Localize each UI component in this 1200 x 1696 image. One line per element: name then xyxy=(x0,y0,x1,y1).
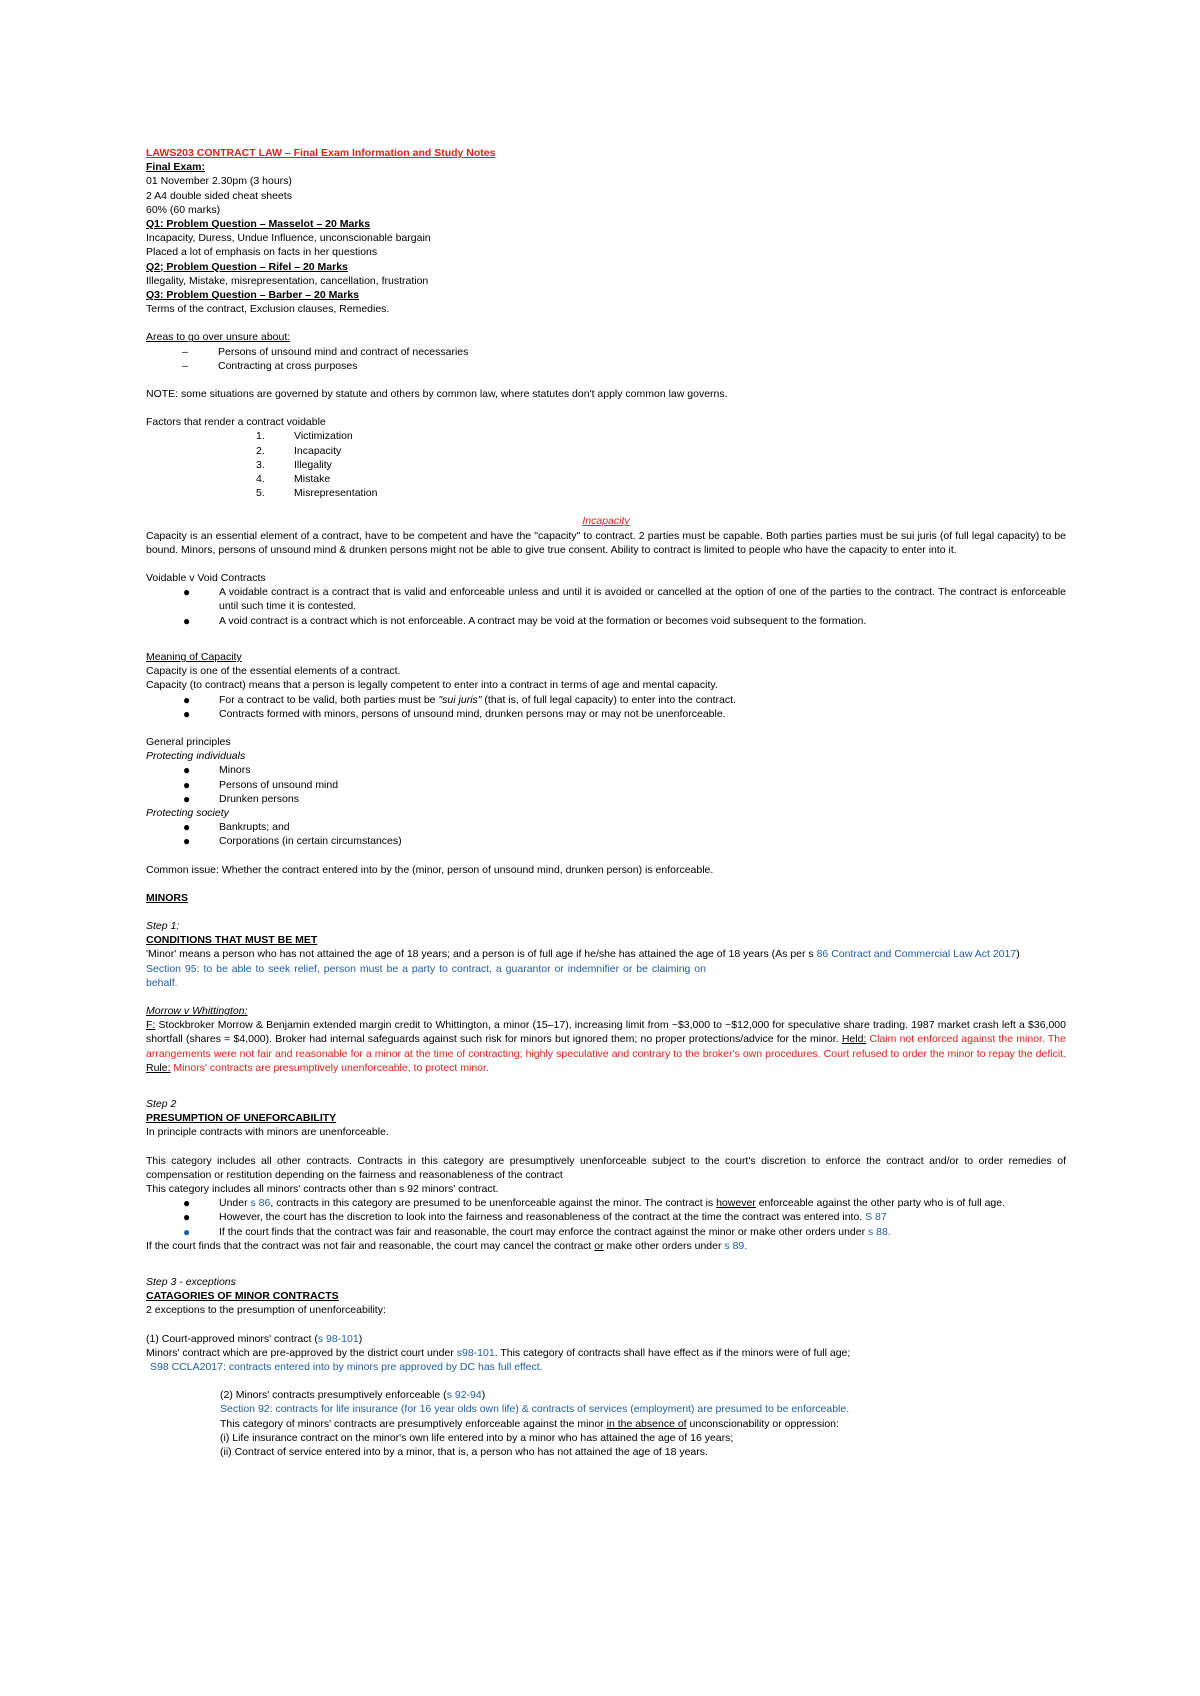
step-label: Step 3 - exceptions xyxy=(146,1276,236,1288)
step2-paragraph: This category includes all other contracts. Contracts in this category are presumptively unenforceable subject to the court's discretion to enforce the contract and/or to order remedies of compensation or restitution depending on the fairness and reasonableness of the contract xyxy=(146,1154,1066,1181)
voidable-bullet xyxy=(146,585,1066,613)
areas-item: – Persons of unsound mind and contract of necessaries xyxy=(146,345,1066,359)
factors-heading: Factors that render a contract voidable xyxy=(146,416,326,429)
q3-heading: Q3: Problem Question – Barber – 20 Marks xyxy=(146,289,359,302)
category-title: ) xyxy=(481,1389,486,1402)
note-text: NOTE: some situations are governed by statute and others by common law, where statutes don't apply common law governs. xyxy=(146,388,728,401)
line-text: unconscionability or oppression: xyxy=(686,1417,839,1430)
bullet-dot-icon: ● xyxy=(183,834,191,849)
general-item xyxy=(146,763,1066,777)
emphasis-text: in the absence of xyxy=(606,1417,687,1430)
statute-reference: s 92-94 xyxy=(446,1389,482,1402)
line-text: . This category of contracts shall have effect as if the minors were of full age; xyxy=(494,1346,851,1359)
general-subheading: Protecting society xyxy=(146,806,229,819)
general-item xyxy=(146,778,1066,792)
meaning-line: Capacity is one of the essential elements of a contract. xyxy=(146,665,401,678)
bullet-text: If the court finds that the contract was fair and reasonable, the court may enforce the contract against the minor or make other orders under xyxy=(219,1225,869,1238)
category-2-item: (ii) Contract of service entered into by a minor, that is, a person who has not attained the age of 18 years. xyxy=(220,1446,708,1459)
case-summary xyxy=(146,1018,1066,1075)
meaning-bullet xyxy=(146,707,1066,721)
step2-line xyxy=(146,1239,1066,1253)
held-text: Claim not enforced against the minor. The arrangements were not fair and reasonable for a minor at the time of contracting; highly speculative and contrary to the broker's own procedures. Court refused to order the minor to repay the deficit. xyxy=(146,1033,1066,1060)
factor-label: Misrepresentation xyxy=(294,487,378,500)
emphasis-text: or xyxy=(594,1239,604,1252)
bullet-text: Corporations (in certain circumstances) xyxy=(219,835,402,848)
step2-line: This category includes all minors' contracts other than s 92 minors' contract. xyxy=(146,1182,499,1195)
bullet-text: Bankrupts; and xyxy=(219,821,290,834)
step2-bullet xyxy=(146,1225,1066,1239)
step2-bullet xyxy=(146,1196,1066,1210)
category-2-line xyxy=(146,1417,1066,1431)
incapacity-paragraph: Capacity is an essential element of a contract, have to be competent and have the "capacity" to contract. 2 parties must be capable. Both parties parties must be sui juris (of full legal capacity) to be bound. Minors, persons of unsound mind & drunken persons might not be able to give true consent. Ability to contract is limited to people who have the capacity to enter into it. xyxy=(146,529,1066,556)
factor-number: 2. xyxy=(256,444,265,457)
categories-heading: CATAGORIES OF MINOR CONTRACTS xyxy=(146,1290,339,1303)
rule-text: Minors' contracts are presumptively unenforceable, to protect minor. xyxy=(170,1061,489,1074)
factor-number: 5. xyxy=(256,487,265,500)
facts-label: F: xyxy=(146,1019,156,1032)
incapacity-heading: Incapacity xyxy=(582,515,630,528)
category-title: (2) Minors' contracts presumptively enforceable ( xyxy=(220,1389,447,1402)
bullet-text: A void contract is a contract which is not enforceable. A contract may be void at the formation or becomes void subsequent to the formation. xyxy=(219,614,867,627)
q2-topics: Illegality, Mistake, misrepresentation, cancellation, frustration xyxy=(146,274,429,287)
factor-number: 4. xyxy=(256,473,265,486)
step3-line: 2 exceptions to the presumption of unenforceability: xyxy=(146,1304,386,1317)
exam-heading: Final Exam: xyxy=(146,161,205,174)
exam-line: 60% (60 marks) xyxy=(146,203,221,216)
factor-item xyxy=(146,444,1066,458)
statute-reference: s 98-101 xyxy=(317,1332,359,1345)
category-1-line xyxy=(146,1346,1066,1360)
bullet-text: However, the court has the discretion to look into the fairness and reasonableness of the contract at the time the contract was entered into. xyxy=(219,1211,866,1224)
minors-heading: MINORS xyxy=(146,891,188,904)
areas-item: – Contracting at cross purposes xyxy=(146,359,1066,373)
category-1-heading xyxy=(146,1332,1066,1346)
category-title: ) xyxy=(358,1332,363,1345)
statute-reference: s 88. xyxy=(868,1225,891,1238)
presumption-heading: PRESUMPTION OF UNEFORCABILITY xyxy=(146,1112,337,1125)
factor-label: Illegality xyxy=(294,458,332,471)
held-label: Held: xyxy=(841,1033,867,1046)
q1-heading: Q1: Problem Question – Masselot – 20 Marks xyxy=(146,218,371,231)
bullet-dot-icon: ● xyxy=(183,777,191,792)
statute-reference: 86 Contract and Commercial Law Act 2017 xyxy=(816,948,1017,961)
factor-item xyxy=(146,472,1066,486)
document-page xyxy=(146,146,1066,1459)
section-95-note: Section 95: to be able to seek relief, person must be a party to contract, a guarantor or indemnifier or be claiming on behalf. xyxy=(146,962,706,989)
bullet-dot-icon: ● xyxy=(183,585,191,600)
rule-label: Rule: xyxy=(146,1061,171,1074)
bullet-text: , contracts in this category are presumed to be unenforceable against the minor. The contract is xyxy=(270,1197,717,1210)
document-title: LAWS203 CONTRACT LAW – Final Exam Information and Study Notes xyxy=(146,147,496,159)
bullet-text: Persons of unsound mind xyxy=(219,778,339,791)
q3-topics: Terms of the contract, Exclusion clauses, Remedies. xyxy=(146,303,390,316)
general-item xyxy=(146,792,1066,806)
exam-line: 01 November 2.30pm (3 hours) xyxy=(146,175,292,188)
bullet-dot-icon: ● xyxy=(183,820,191,835)
factor-item xyxy=(146,429,1066,443)
bullet-dot-icon: ● xyxy=(183,1224,191,1239)
bullet-text: Minors xyxy=(219,764,251,777)
common-issue: Common issue: Whether the contract entered into by the (minor, person of unsound mind, drunken person) is enforceable. xyxy=(146,863,714,876)
factor-label: Victimization xyxy=(294,430,353,443)
factor-number: 1. xyxy=(256,430,265,443)
line-text: This category of minors' contracts are presumptively enforceable against the minor xyxy=(220,1417,607,1430)
facts-text: Stockbroker Morrow & Benjamin extended margin credit to Whittington, a minor (15–17), increasing limit from ~$3,000 to ~$12,000 for speculative share trading. 1987 market crash left a $36,000 shortfall (shares = $4,000). Broker had internal safeguards against such risk for minors but ignored them; no proper protections/advice for the minor. xyxy=(146,1019,1066,1046)
line-text: make other orders under xyxy=(603,1239,725,1252)
statute-reference: S 87 xyxy=(865,1211,887,1224)
bullet-text: (that is, of full legal capacity) to enter into the contract. xyxy=(481,693,736,706)
category-2-item: (i) Life insurance contract on the minor's own life entered into by a minor who has attained the age of 16 years; xyxy=(220,1431,734,1444)
q1-note: Placed a lot of emphasis on facts in her questions xyxy=(146,246,378,259)
factor-label: Mistake xyxy=(294,473,331,486)
emphasis-text: however xyxy=(716,1197,756,1210)
statute-reference: s 86 xyxy=(250,1197,271,1210)
step2-bullet xyxy=(146,1210,1066,1224)
bullet-text: enforceable against the other party who is of full age. xyxy=(755,1197,1006,1210)
definition-text: 'Minor' means a person who has not attained the age of 18 years; and a person is of full age if he/she has attained the age of 18 years (As per s xyxy=(146,948,817,961)
factor-label: Incapacity xyxy=(294,444,342,457)
general-subheading: Protecting individuals xyxy=(146,750,246,763)
factor-number: 3. xyxy=(256,458,265,471)
bullet-text: For a contract to be valid, both parties must be xyxy=(219,693,439,706)
factor-item xyxy=(146,486,1066,500)
category-2-heading xyxy=(146,1388,1066,1402)
bullet-text: Drunken persons xyxy=(219,792,299,805)
minor-definition xyxy=(146,947,1066,961)
line-text: If the court finds that the contract was not fair and reasonable, the court may cancel the contract xyxy=(146,1239,595,1252)
areas-heading: Areas to go over unsure about: xyxy=(146,331,291,344)
q1-topics: Incapacity, Duress, Undue Influence, unconscionable bargain xyxy=(146,232,431,245)
bullet-dot-icon: ● xyxy=(183,763,191,778)
general-item xyxy=(146,820,1066,834)
conditions-heading: CONDITIONS THAT MUST BE MET xyxy=(146,934,318,947)
voidable-heading: Voidable v Void Contracts xyxy=(146,572,266,585)
meaning-heading: Meaning of Capacity xyxy=(146,650,242,663)
factor-item xyxy=(146,458,1066,472)
step-label: Step 1: xyxy=(146,919,180,932)
exam-line: 2 A4 double sided cheat sheets xyxy=(146,189,292,202)
general-item xyxy=(146,834,1066,848)
category-1-note: S98 CCLA2017: contracts entered into by minors pre approved by DC has full effect. xyxy=(150,1361,543,1374)
bullet-dot-icon: ● xyxy=(183,613,191,628)
category-title: (1) Court-approved minors' contract ( xyxy=(146,1332,318,1345)
bullet-dot-icon: ● xyxy=(183,1196,191,1211)
category-2-note: Section 92: contracts for life insurance (for 16 year olds own life) & contracts of services (employment) are presumed to be enforceable. xyxy=(220,1403,850,1416)
definition-text: ) xyxy=(1016,948,1020,961)
general-heading: General principles xyxy=(146,735,231,748)
bullet-text: Under xyxy=(219,1197,251,1210)
bullet-dot-icon: ● xyxy=(183,791,191,806)
bullet-text: Contracts formed with minors, persons of unsound mind, drunken persons may or may not be unenforceable. xyxy=(219,707,726,720)
statute-reference: s 89. xyxy=(724,1239,748,1252)
line-text: Minors' contract which are pre-approved by the district court under xyxy=(146,1346,457,1359)
meaning-line: Capacity (to contract) means that a person is legally competent to enter into a contract in terms of age and mental capacity. xyxy=(146,679,718,692)
bullet-text: A voidable contract is a contract that is valid and enforceable unless and until it is avoided or cancelled at the option of one of the parties to the contract. The contract is enforceable until such time it is contested. xyxy=(219,586,1066,613)
q2-heading: Q2; Problem Question – Rifel – 20 Marks xyxy=(146,260,348,273)
sui-juris-term: "sui juris" xyxy=(438,693,482,706)
bullet-dot-icon: ● xyxy=(183,706,191,721)
void-bullet xyxy=(146,614,1066,628)
bullet-dot-icon: ● xyxy=(183,1210,191,1225)
step2-line: In principle contracts with minors are unenforceable. xyxy=(146,1126,389,1139)
step-label: Step 2 xyxy=(146,1097,177,1110)
statute-reference: s98-101 xyxy=(456,1346,495,1359)
bullet-dot-icon: ● xyxy=(183,692,191,707)
case-name: Morrow v Whittington: xyxy=(146,1004,248,1017)
meaning-bullet xyxy=(146,693,1066,707)
